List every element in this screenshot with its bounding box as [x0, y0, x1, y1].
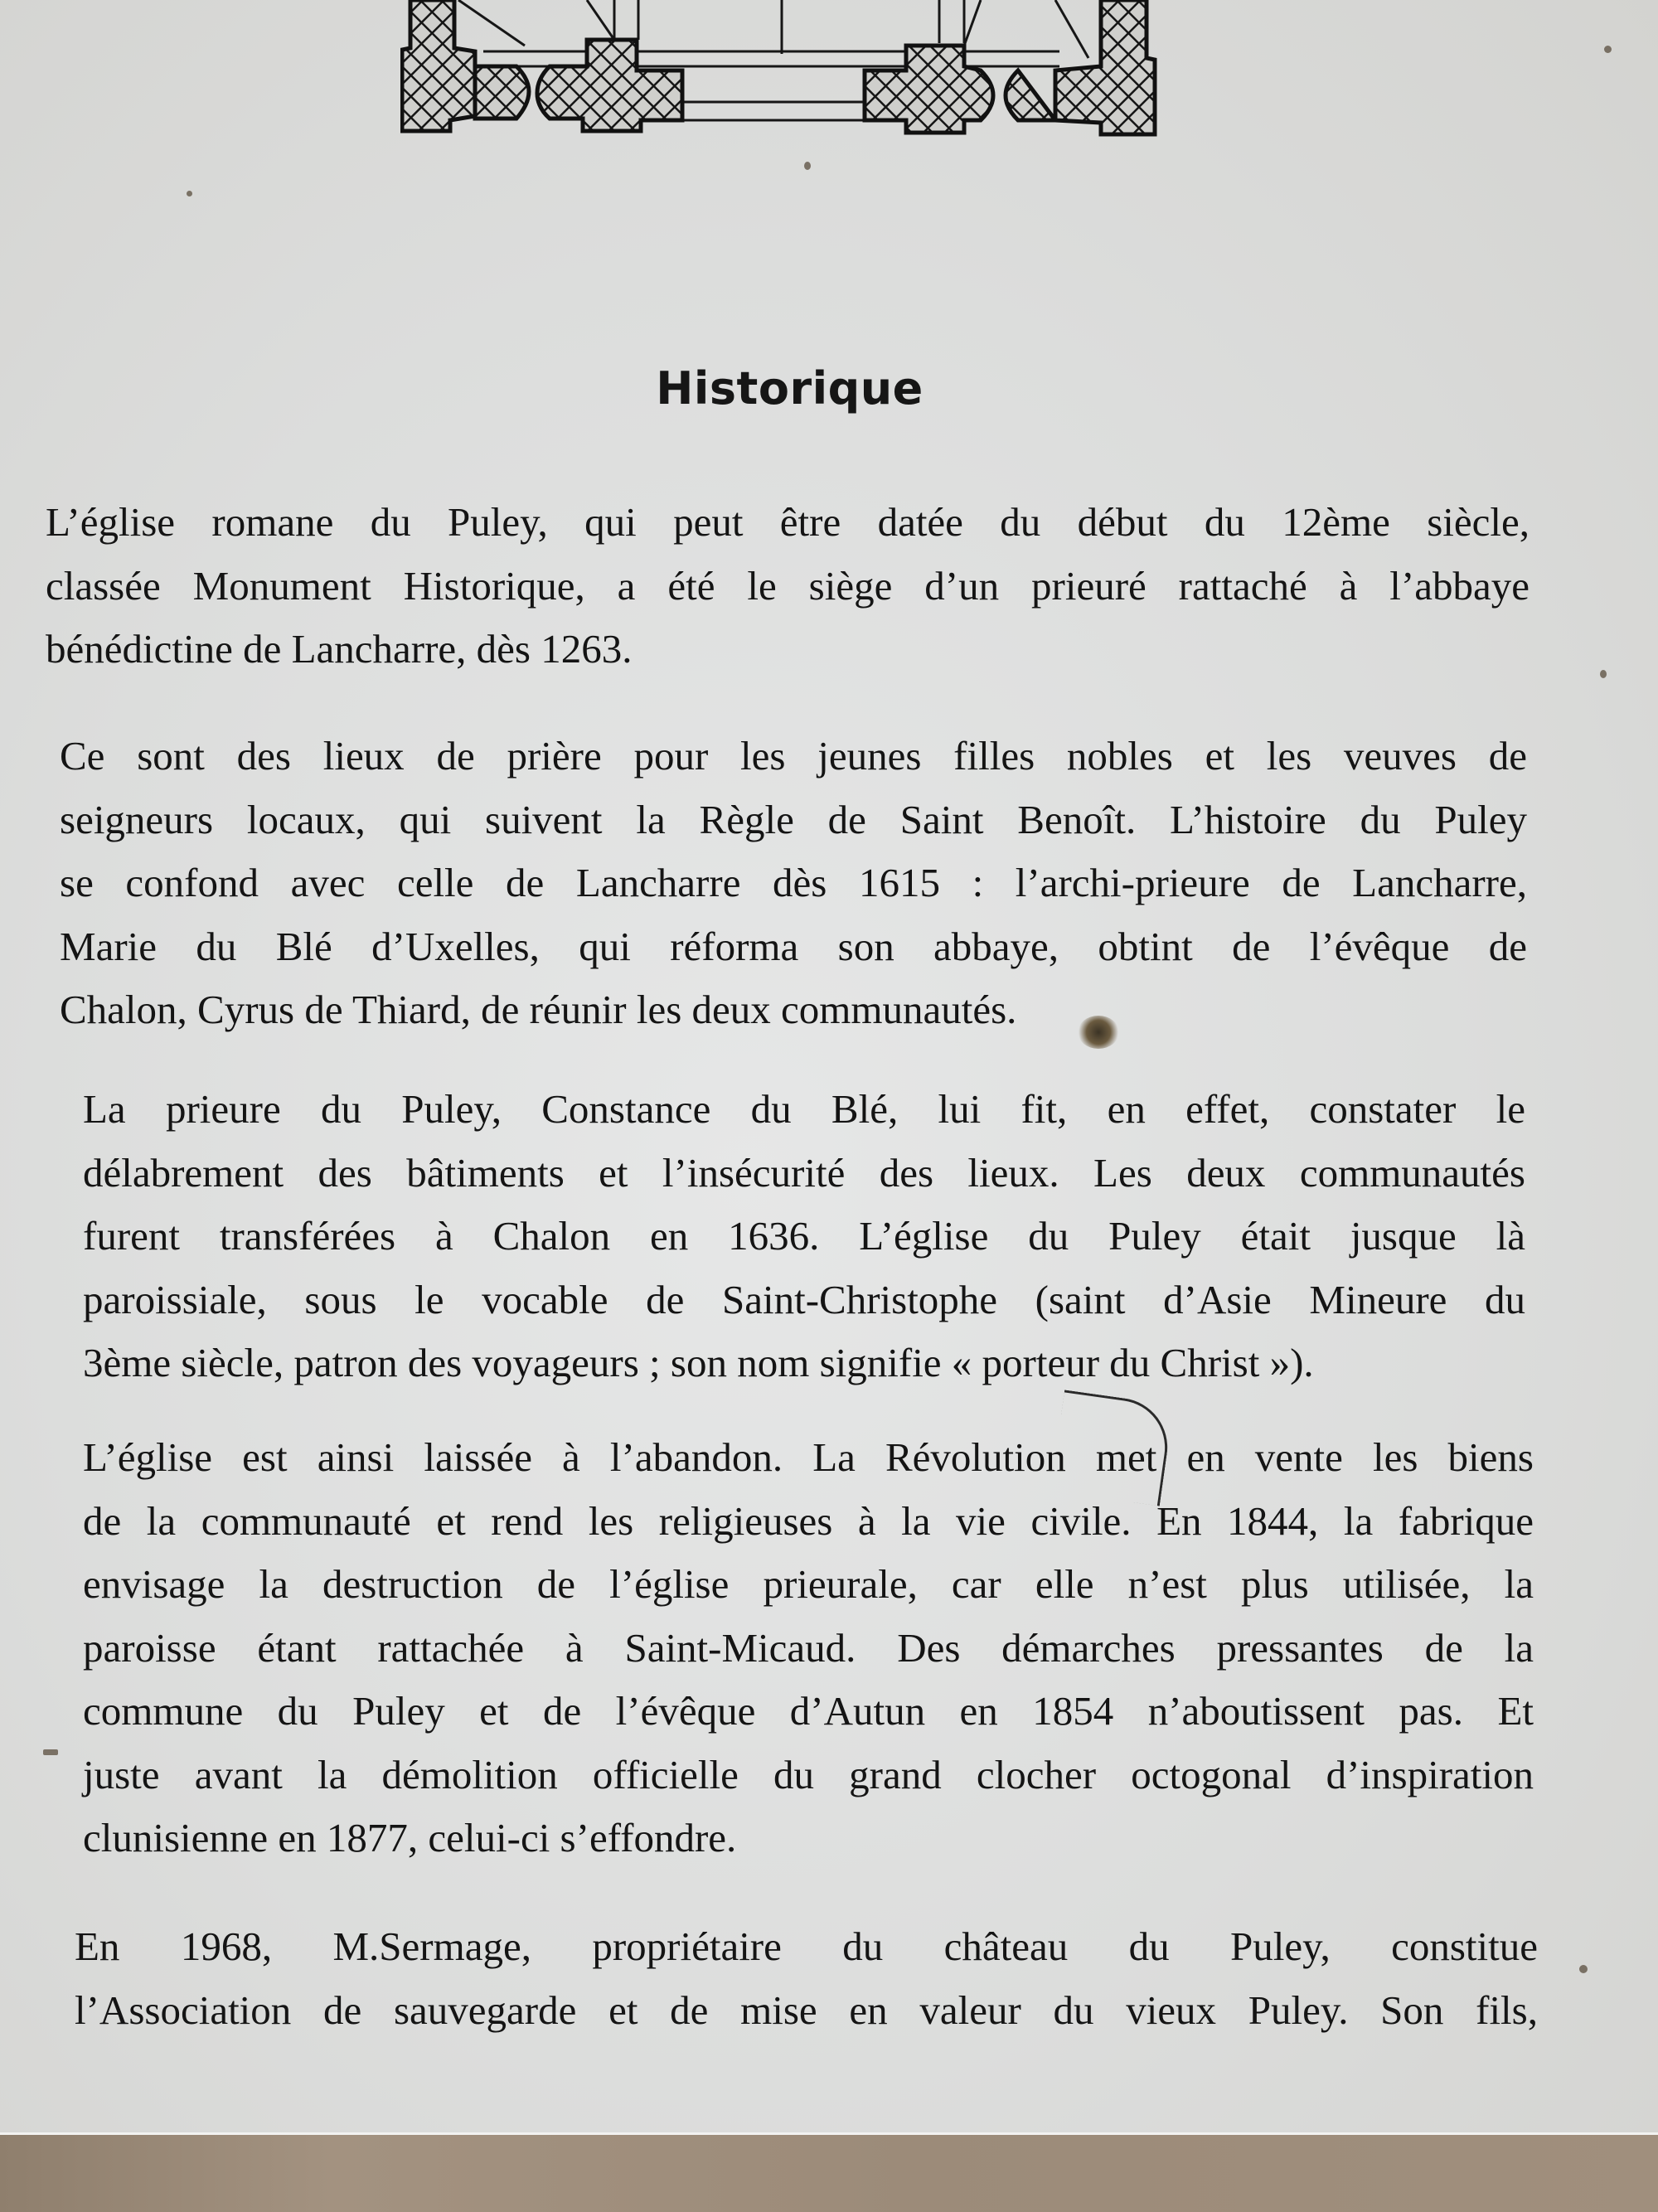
text-line: bénédictine de Lancharre, dès 1263.	[46, 626, 633, 672]
dirt-speck	[43, 1749, 58, 1755]
text-line: juste avant la démolition officielle du grand clocher octogonal d’inspiration	[83, 1751, 1534, 1797]
text-line: classée Monument Historique, a été le siège d’un prieuré rattaché à l’abbaye	[46, 562, 1530, 609]
text-line: furent transférées à Chalon en 1636. L’église du Puley était jusque là	[83, 1213, 1525, 1259]
text-line: se confond avec celle de Lancharre dès 1615 : l’archi-prieure de Lancharre,	[60, 860, 1527, 905]
church-floor-plan-drawing	[400, 0, 1163, 137]
wall-backdrop	[0, 2135, 1658, 2212]
text-line: L’église romane du Puley, qui peut être datée du début du 12ème siècle,	[46, 499, 1530, 545]
text-line: envisage la destruction de l’église prieurale, car elle n’est plus utilisée, la	[83, 1561, 1534, 1607]
paragraph-1	[46, 491, 1530, 682]
text-line: clunisienne en 1877, celui-ci s’effondre.	[83, 1815, 737, 1860]
floor-plan-icon	[400, 0, 1163, 137]
text-line: 3ème siècle, patron des voyageurs ; son nom signifie « porteur du Christ »).	[83, 1340, 1314, 1385]
dirt-speck	[1604, 46, 1612, 53]
text-line: Marie du Blé d’Uxelles, qui réforma son abbaye, obtint de l’évêque de	[60, 923, 1527, 969]
text-line: La prieure du Puley, Constance du Blé, lui fit, en effet, constater le	[83, 1086, 1525, 1132]
dirt-speck	[1579, 1965, 1588, 1973]
text-line: seigneurs locaux, qui suivent la Règle de Saint Benoît. L’histoire du Puley	[60, 796, 1527, 842]
text-line: En 1968, M.Sermage, propriétaire du château du Puley, constitue	[75, 1923, 1538, 1969]
dirt-speck	[1600, 670, 1607, 678]
text-line: Chalon, Cyrus de Thiard, de réunir les deux communautés.	[60, 987, 1017, 1032]
paragraph-5	[75, 1915, 1538, 2042]
text-line: Ce sont des lieux de prière pour les jeunes filles nobles et les veuves de	[60, 733, 1527, 779]
text-line: L’église est ainsi laissée à l’abandon. La Révolution met en vente les biens	[83, 1434, 1534, 1480]
text-line: paroisse étant rattachée à Saint-Micaud. Des démarches pressantes de la	[83, 1624, 1534, 1671]
text-line: délabrement des bâtiments et l’insécurité des lieux. Les deux communautés	[83, 1149, 1525, 1196]
dirt-speck	[187, 191, 192, 196]
text-line: de la communauté et rend les religieuses à la vie civile. En 1844, la fabrique	[83, 1497, 1534, 1544]
section-heading: Historique	[656, 362, 924, 415]
text-line: paroissiale, sous le vocable de Saint-Christophe (saint d’Asie Mineure du	[83, 1276, 1525, 1322]
paragraph-3	[83, 1078, 1525, 1395]
paragraph-2	[60, 725, 1527, 1042]
text-line: commune du Puley et de l’évêque d’Autun en 1854 n’aboutissent pas. Et	[83, 1688, 1534, 1734]
paragraph-4	[83, 1426, 1534, 1870]
dirt-speck	[804, 162, 811, 170]
text-line: l’Association de sauvegarde et de mise en valeur du vieux Puley. Son fils,	[75, 1986, 1538, 2033]
